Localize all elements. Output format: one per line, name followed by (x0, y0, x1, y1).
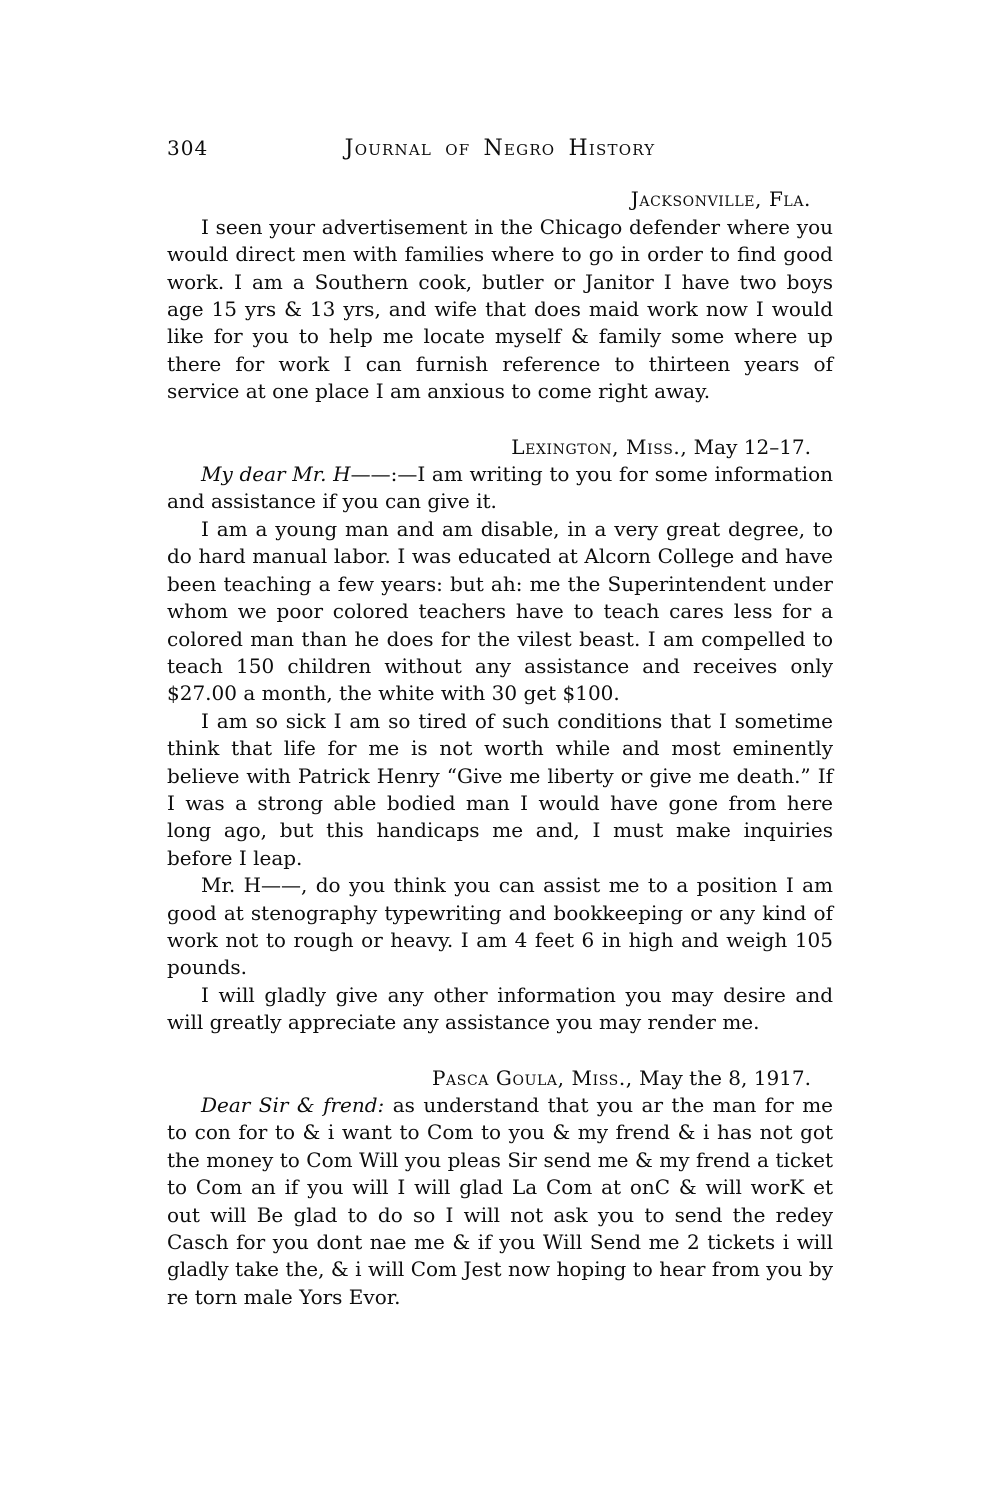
letter-paragraph: Mr. H——, do you think you can assist me to a position I am good at stenography typewriting and bookkeeping or any kind of work not to rough or heavy. I am 4 feet 6 in high and weigh 105 pounds. (167, 873, 833, 980)
dateline-place: Jacksonville, Fla. (630, 187, 811, 212)
letter-lexington (167, 434, 833, 1037)
dateline-date: May 12–17. (687, 434, 811, 459)
dateline-date: May the 8, 1917. (632, 1065, 811, 1090)
salutation-continuation: ——:—I am writing to you for some information and assistance if you can give it. (167, 462, 834, 514)
dateline-place: Lexington, Miss., (511, 434, 688, 459)
letter-paragraph: I am so sick I am so tired of such conditions that I sometime think that life for me is not worth while and most eminently believe with Patrick Henry “Give me liberty or give me death.” If I was a strong able bodied man I would have gone from here long ago, but this handicaps me and, I must make inquiries before I leap. (167, 708, 833, 870)
letter-salutation-paragraph (167, 1092, 833, 1311)
page-header (167, 135, 833, 162)
salutation: My dear Mr. H (201, 462, 351, 487)
letter-pasca-goula (167, 1065, 833, 1312)
page-number: 304 (167, 136, 209, 160)
dateline-lexington (167, 434, 833, 461)
letter-paragraph: I am a young man and am disable, in a very great degree, to do hard manual labor. I was educated at Alcorn College and have been teaching a few years: but ah: me the Superintendent under whom we poor colored teachers have to teach cares less for a colored man than he does for the vilest beast. I am compelled to teach 150 children without any assistance and receives only $27.00 a month, the white with 30 get $100. (167, 516, 833, 706)
letter-paragraph: I seen your advertisement in the Chicago defender where you would direct men with families where to go in order to find good work. I am a Southern cook, butler or Janitor I have two boys age 15 yrs & 13 yrs, and wife that does maid work now I would like for you to help me locate myself & family some where up there for work I can furnish reference to thirteen years of service at one place I am anxious to come right away. (167, 214, 833, 404)
dateline-pasca-goula (167, 1065, 833, 1092)
salutation-continuation: as understand that you ar the man for me to con for to & i want to Com to you & my frend & i has not got the money to Com Will you pleas Sir send me & my frend a ticket to Com an if you will I will glad La Com at onC & will worK et out will Be glad to do so I will not ask you to send the redey Casch for you dont nae me & if you Will Send me 2 tickets i will gladly take the, & i will Com Jest now hoping to hear from you by re torn male Yors Evor. (167, 1093, 834, 1309)
letter-salutation-paragraph (167, 461, 833, 516)
letter-jacksonville (167, 186, 833, 405)
journal-title: Journal of Negro History (344, 136, 656, 161)
letter-paragraph: I will gladly give any other information you may desire and will greatly appreciate any assistance you may render me. (167, 982, 833, 1035)
dateline-jacksonville (167, 186, 833, 213)
dateline-place: Pasca Goula, Miss., (431, 1065, 633, 1090)
salutation: Dear Sir & frend: (201, 1093, 385, 1117)
